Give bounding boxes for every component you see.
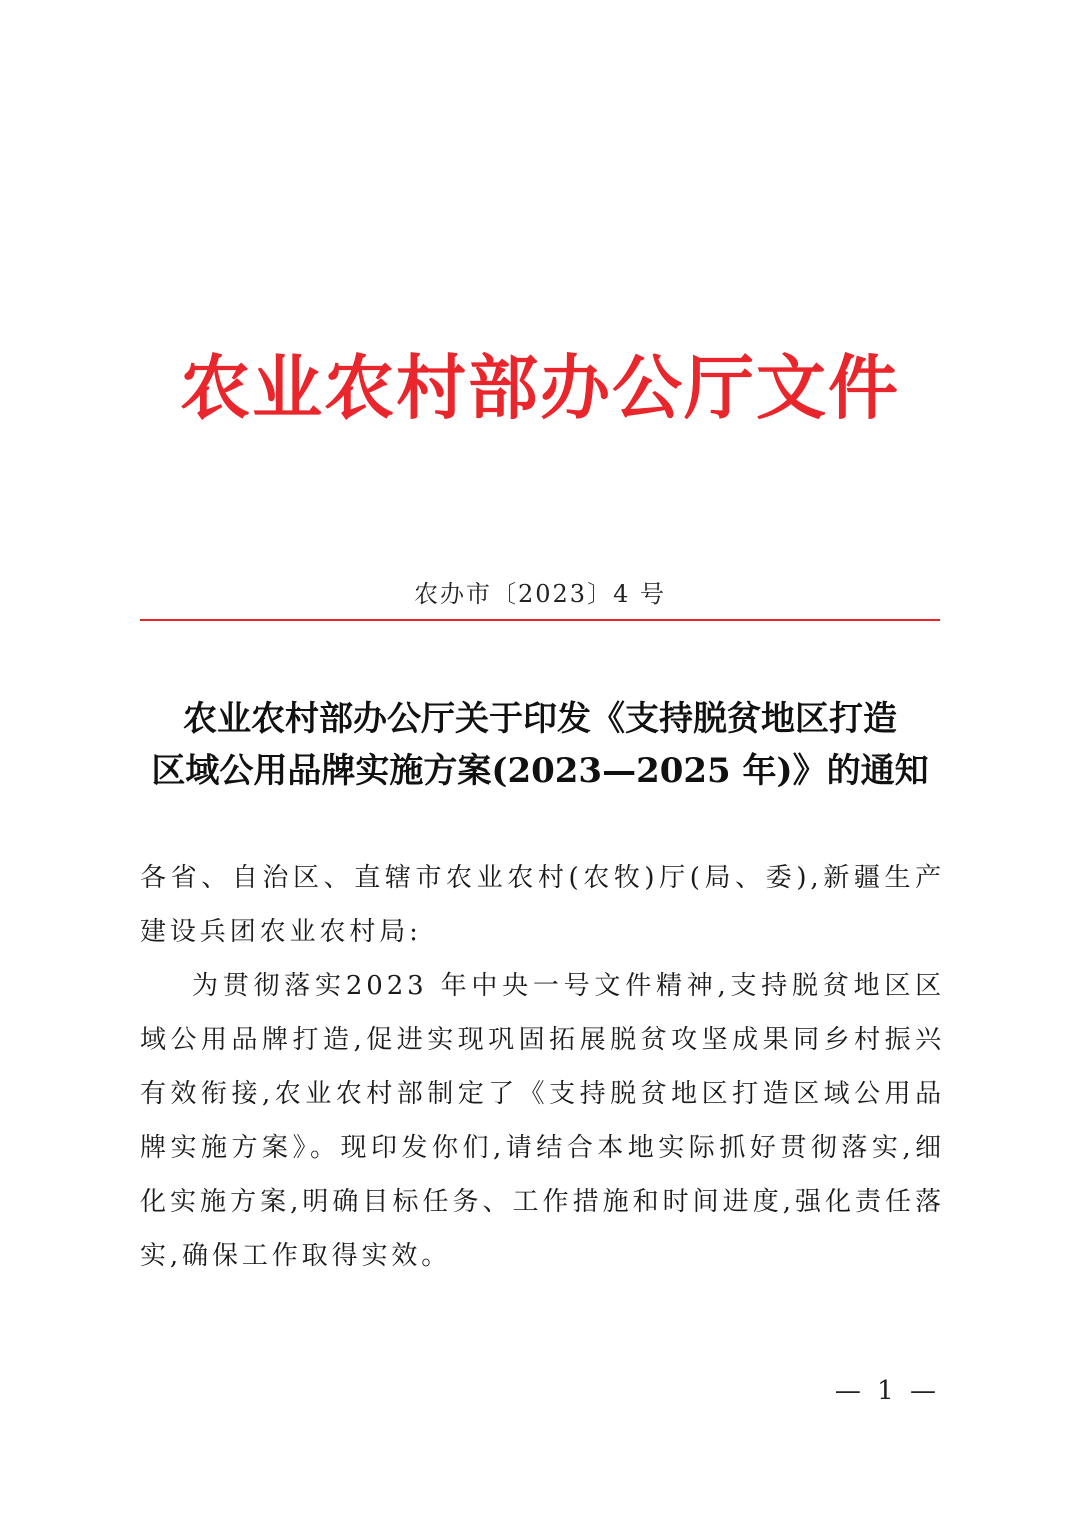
document-masthead: 农业农村部办公厅文件 (180, 346, 900, 429)
salutation: 各省、自治区、直辖市农业农村(农牧)厅(局、委),新疆生产建设兵团农业农村局: (140, 863, 945, 947)
body-paragraph: 为贯彻落实2023 年中央一号文件精神,支持脱贫地区区域公用品牌打造,促进实现巩固拓展脱贫攻坚成果同乡村振兴有效衔接,农业农村部制定了《支持脱贫地区打造区域公用品牌实施方案》。现印发你们,请结合本地实际抓好贯彻落实,细化实施方案,明确目标任务、工作措施和时间进度,强化责任落实,确保工作取得实效。 (140, 971, 945, 1271)
document-title-line-2: 区域公用品牌实施方案(2023—2025 年)》的通知 (151, 751, 929, 791)
page-number: — 1 — (834, 1376, 940, 1406)
document-title-line-1: 农业农村部办公厅关于印发《支持脱贫地区打造 (183, 699, 897, 739)
red-separator-line (140, 619, 940, 621)
document-body (140, 851, 945, 1283)
document-title (120, 693, 960, 797)
document-number: 农办市〔2023〕4 号 (414, 580, 666, 608)
